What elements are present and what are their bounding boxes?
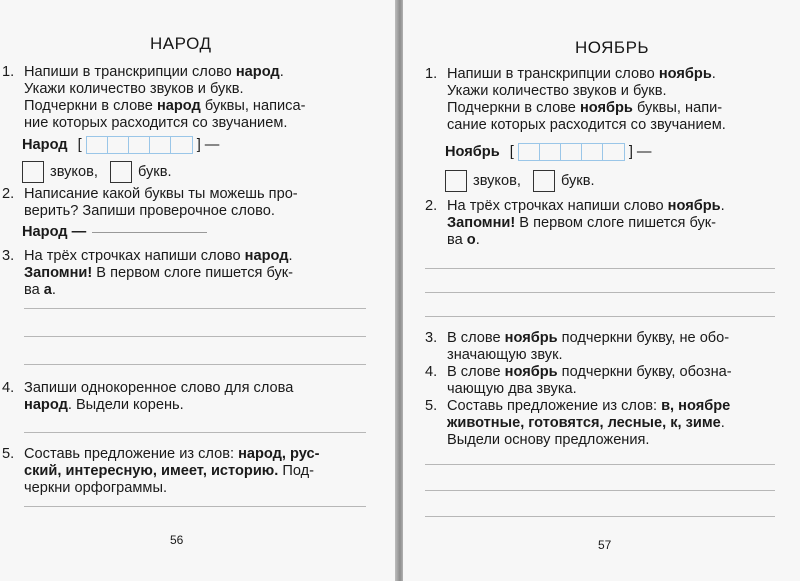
title-accent-letter: А — [162, 34, 175, 53]
writing-line[interactable] — [425, 516, 775, 517]
left-transcription-row: Народ [ ] — — [22, 136, 220, 153]
page-number: 56 — [170, 533, 184, 547]
check-word-line[interactable] — [92, 232, 207, 233]
title-accent-letter: О — [587, 38, 602, 57]
right-page-title: НОЯБРЬ — [575, 38, 650, 57]
left-task-4: 4. Запиши однокоренное слово для слова народ. Выдели корень. — [2, 380, 294, 413]
writing-line[interactable] — [24, 336, 366, 337]
left-page — [0, 0, 397, 581]
left-page-title: НАРОД — [150, 34, 212, 53]
writing-line[interactable] — [24, 432, 366, 433]
letters-count-box[interactable] — [110, 161, 132, 183]
writing-line[interactable] — [425, 316, 775, 317]
right-page — [403, 0, 800, 581]
writing-line[interactable] — [425, 490, 775, 491]
left-task-1: 1. Напиши в транскрипции слово народ. Укажи количество звуков и букв. Подчеркни в слове народ буквы, написа- ние которых расходится со звучанием. — [2, 64, 306, 131]
writing-line[interactable] — [24, 506, 366, 507]
letters-count-box[interactable] — [533, 170, 555, 192]
right-task-5: 5. Составь предложение из слов: в, ноябре животные, готовятся, лесные, к, зиме. Выдели основу предложения. — [425, 398, 731, 448]
writing-line[interactable] — [425, 292, 775, 293]
writing-line[interactable] — [24, 364, 366, 365]
right-task-3: 3. В слове ноябрь подчеркни букву, не обо- значающую звук. — [425, 330, 730, 363]
sounds-count-box[interactable] — [445, 170, 467, 192]
left-task-2: 2. Написание какой буквы ты можешь про- верить? Запиши проверочное слово. — [2, 186, 298, 219]
right-counts-row: звуков, букв. — [445, 170, 595, 192]
left-counts-row: звуков, букв. — [22, 161, 172, 183]
left-task-5: 5. Составь предложение из слов: народ, рус- ский, интересную, имеет, историю. Под- черкни орфограммы. — [2, 446, 320, 496]
page-number: 57 — [598, 538, 612, 552]
transcription-box[interactable] — [518, 143, 625, 161]
right-task-2: 2. На трёх строчках напиши слово ноябрь. Запомни! В первом слоге пишется бук- ва о. — [425, 198, 725, 248]
left-task-3: 3. На трёх строчках напиши слово народ. Запомни! В первом слоге пишется бук- ва а. — [2, 248, 294, 298]
writing-line[interactable] — [425, 464, 775, 465]
sounds-count-box[interactable] — [22, 161, 44, 183]
right-transcription-row: Ноябрь [ ] — — [445, 143, 652, 160]
left-check-word-row: Народ — — [22, 224, 207, 241]
transcription-box[interactable] — [86, 136, 193, 154]
writing-line[interactable] — [425, 268, 775, 269]
writing-line[interactable] — [24, 308, 366, 309]
right-task-1: 1. Напиши в транскрипции слово ноябрь. Укажи количество звуков и букв. Подчеркни в слове ноябрь буквы, напи- сание которых расходится со звучанием. — [425, 66, 726, 133]
task-number: 1. — [2, 64, 15, 80]
right-task-4: 4. В слове ноябрь подчеркни букву, обозна- чающую два звука. — [425, 364, 732, 397]
